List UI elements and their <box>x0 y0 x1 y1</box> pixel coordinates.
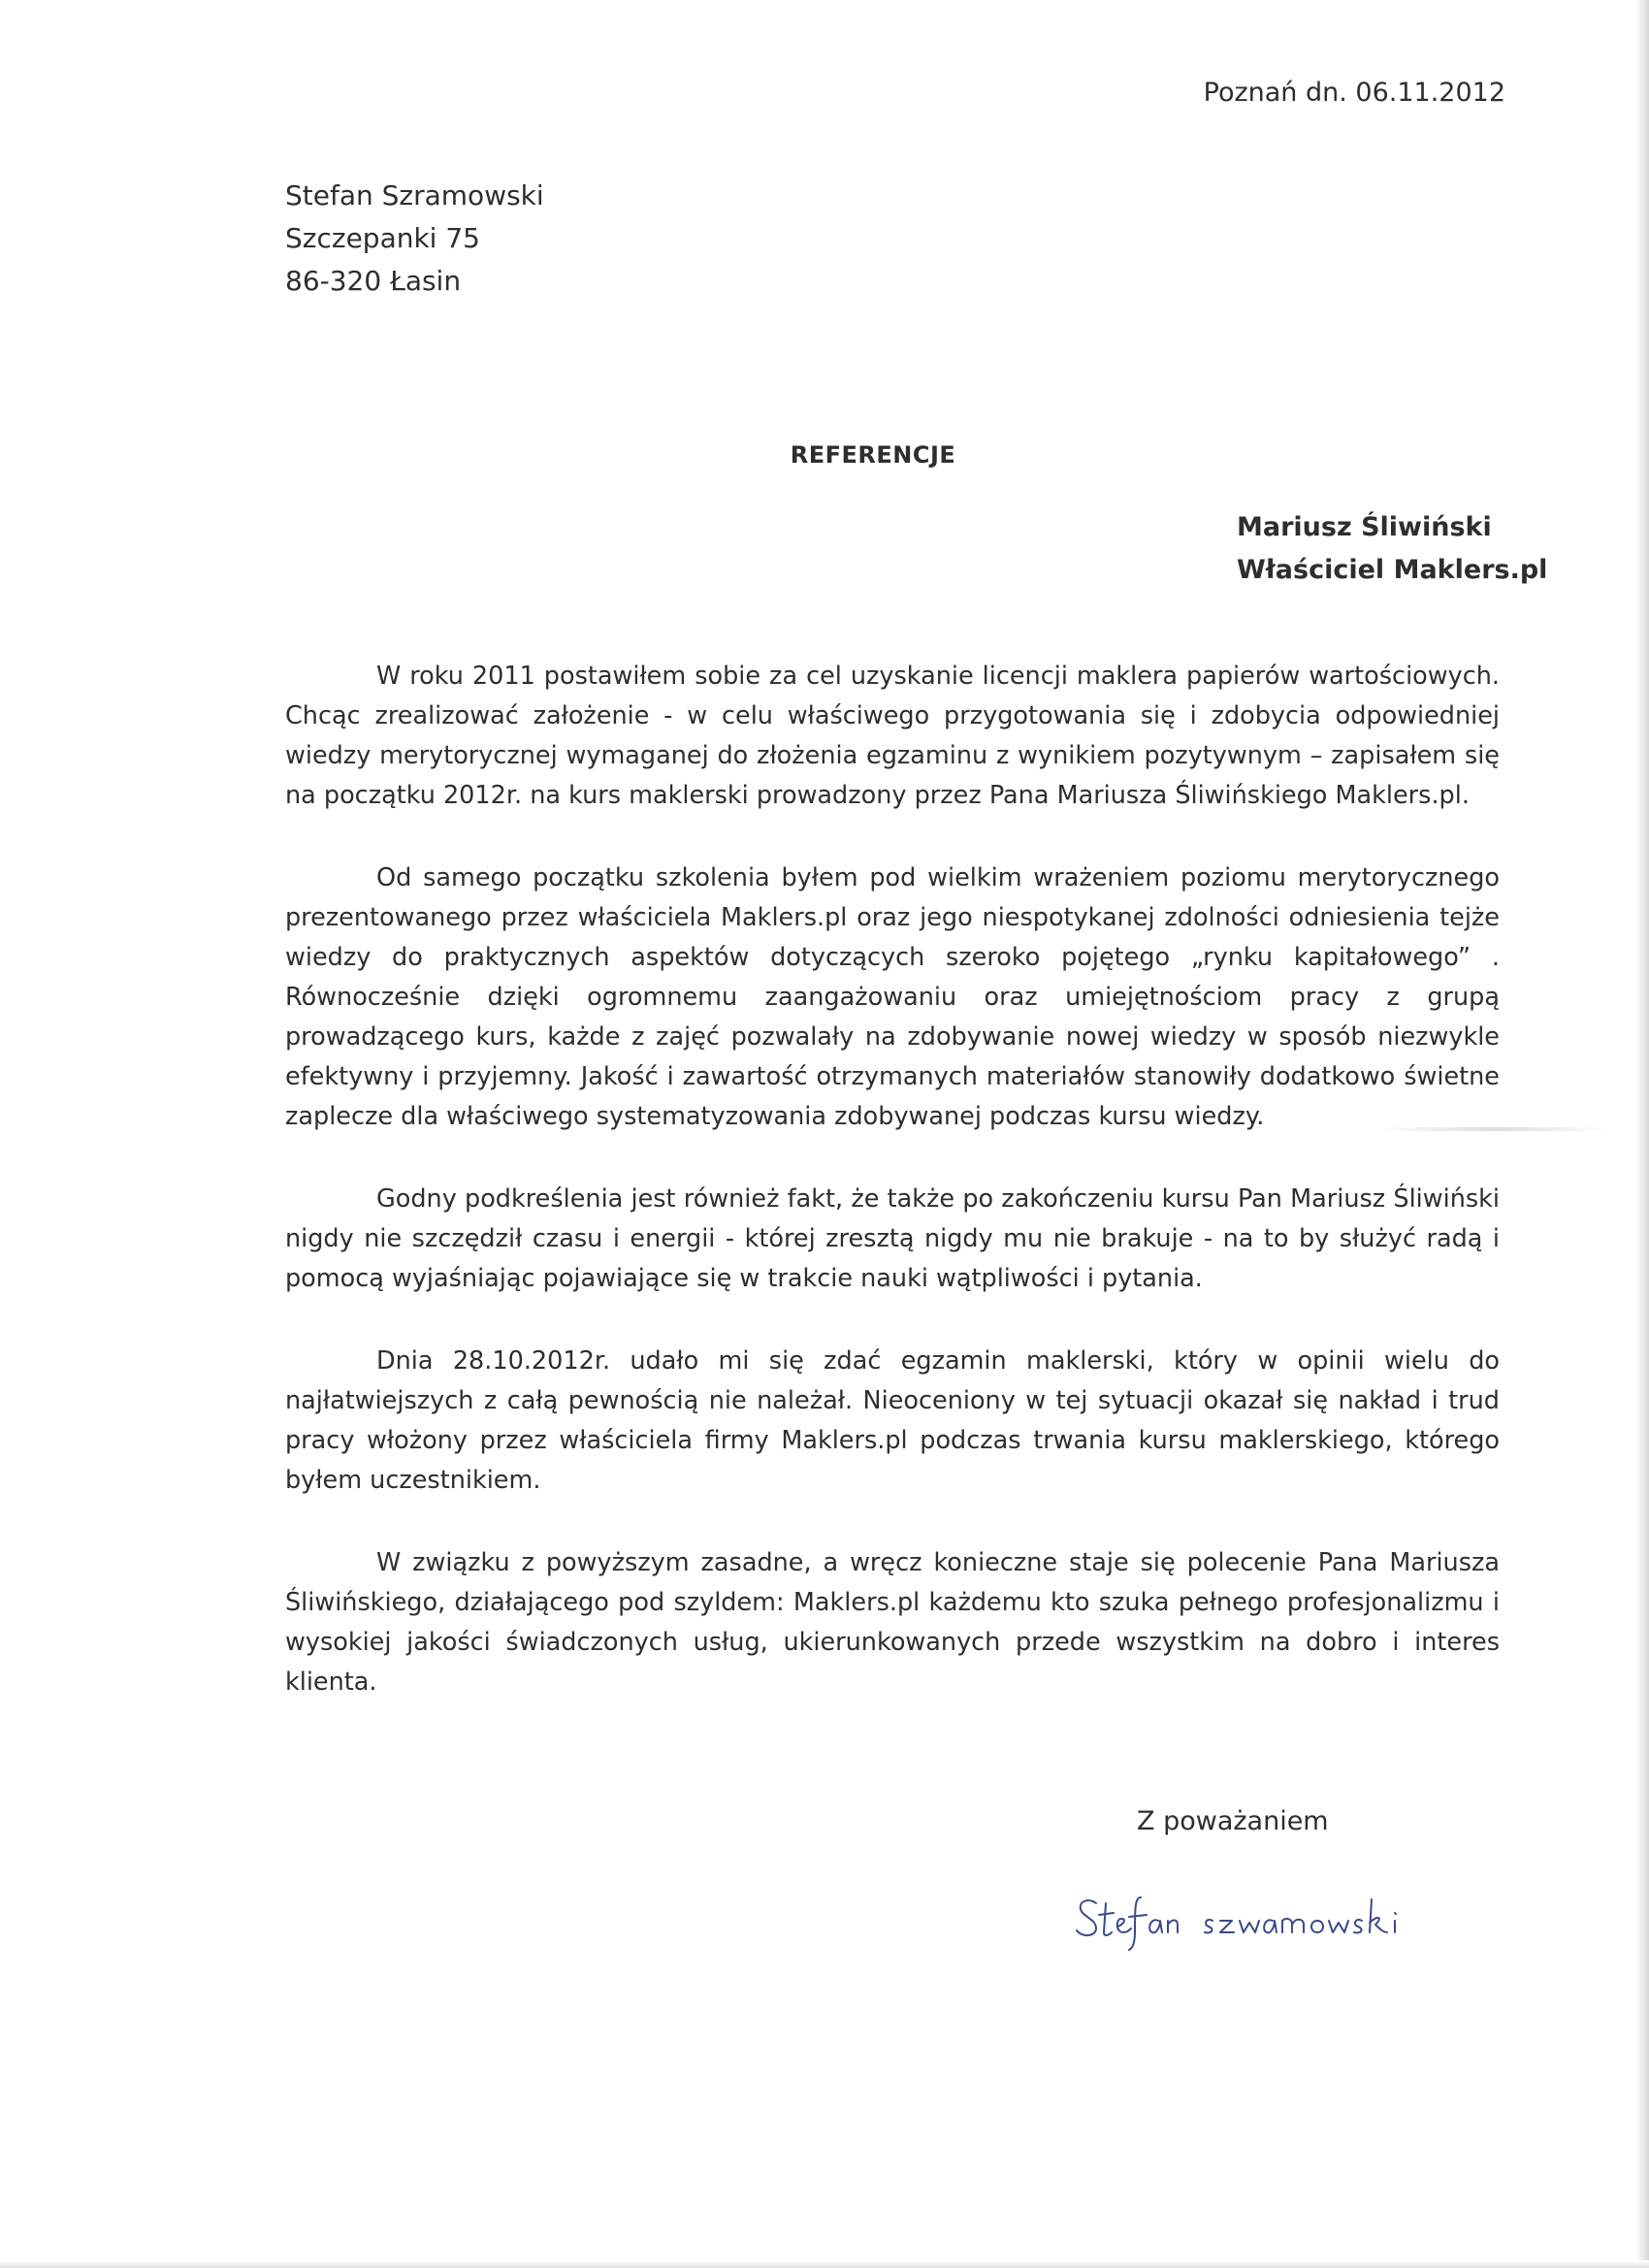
closing-salutation: Z poważaniem <box>1137 1806 1329 1836</box>
handwritten-signature <box>1067 1882 1416 1960</box>
sender-street: Szczepanki 75 <box>285 222 480 254</box>
recipient-role: Właściciel Maklers.pl <box>1237 555 1548 585</box>
letter-date: Poznań dn. 06.11.2012 <box>1203 78 1505 108</box>
body-paragraph-2: Od samego początku szkolenia byłem pod wielkim wrażeniem poziomu merytorycznego prezentowanego przez właściciela Maklers.pl oraz jego niespotykanej zdolności odniesienia tejże wiedzy do praktycznych aspektów dotyczących szeroko pojętego „rynku kapitałowego” . Równocześnie dzięki ogromnemu zaangażowaniu oraz umiejętnościom pracy z grupą prowadzącego kurs, każde z zajęć pozwalały na zdobywanie nowej wiedzy w sposób niezwykle efektywny i przyjemny. Jakość i zawartość otrzymanych materiałów stanowiły dodatkowo świetne zaplecze dla właściwego systematyzowania zdobywanej podczas kursu wiedzy. <box>285 863 1500 1131</box>
letter-body <box>285 657 1500 1745</box>
sender-city: 86-320 Łasin <box>285 265 462 297</box>
scan-bottom-shadow <box>0 2260 1649 2268</box>
recipient-block <box>1237 506 1547 592</box>
body-paragraph-4: Dnia 28.10.2012r. udało mi się zdać egzamin maklerski, który w opinii wielu do najłatwiejszych z całą pewnością nie należał. Nieoceniony w tej sytuacji okazał się nakład i trud pracy włożony przez właściciela firmy Maklers.pl podczas trwania kursu maklerskiego, którego byłem uczestnikiem. <box>285 1346 1500 1495</box>
body-paragraph-5: W związku z powyższym zasadne, a wręcz konieczne staje się polecenie Pana Mariusza Śliwińskiego, działającego pod szyldem: Maklers.pl każdemu kto szuka pełnego profesjonalizmu i wysokiej jakości świadczonych usług, ukierunkowanych przede wszystkim na dobro i interes klienta. <box>285 1548 1500 1697</box>
sender-address <box>285 175 544 303</box>
letter-title: REFERENCJE <box>790 441 956 469</box>
body-paragraph-3: Godny podkreślenia jest również fakt, że także po zakończeniu kursu Pan Mariusz Śliwiński nigdy nie szczędził czasu i energii - której zresztą nigdy mu nie brakuje - na to by służyć radą i pomocą wyjaśniając pojawiające się w trakcie nauki wątpliwości i pytania. <box>285 1184 1500 1293</box>
scan-edge-shadow <box>1635 0 1649 2268</box>
body-paragraph-1: W roku 2011 postawiłem sobie za cel uzyskanie licencji maklera papierów wartościowych. Chcąc zrealizować założenie - w celu właściwego przygotowania się i zdobycia odpowiedniej wiedzy merytorycznej wymaganej do złożenia egzaminu z wynikiem pozytywnym – zapisałem się na początku 2012r. na kurs maklerski prowadzony przez Pana Mariusza Śliwińskiego Maklers.pl. <box>285 662 1500 810</box>
sender-name: Stefan Szramowski <box>285 179 544 211</box>
recipient-name: Mariusz Śliwiński <box>1237 512 1492 542</box>
